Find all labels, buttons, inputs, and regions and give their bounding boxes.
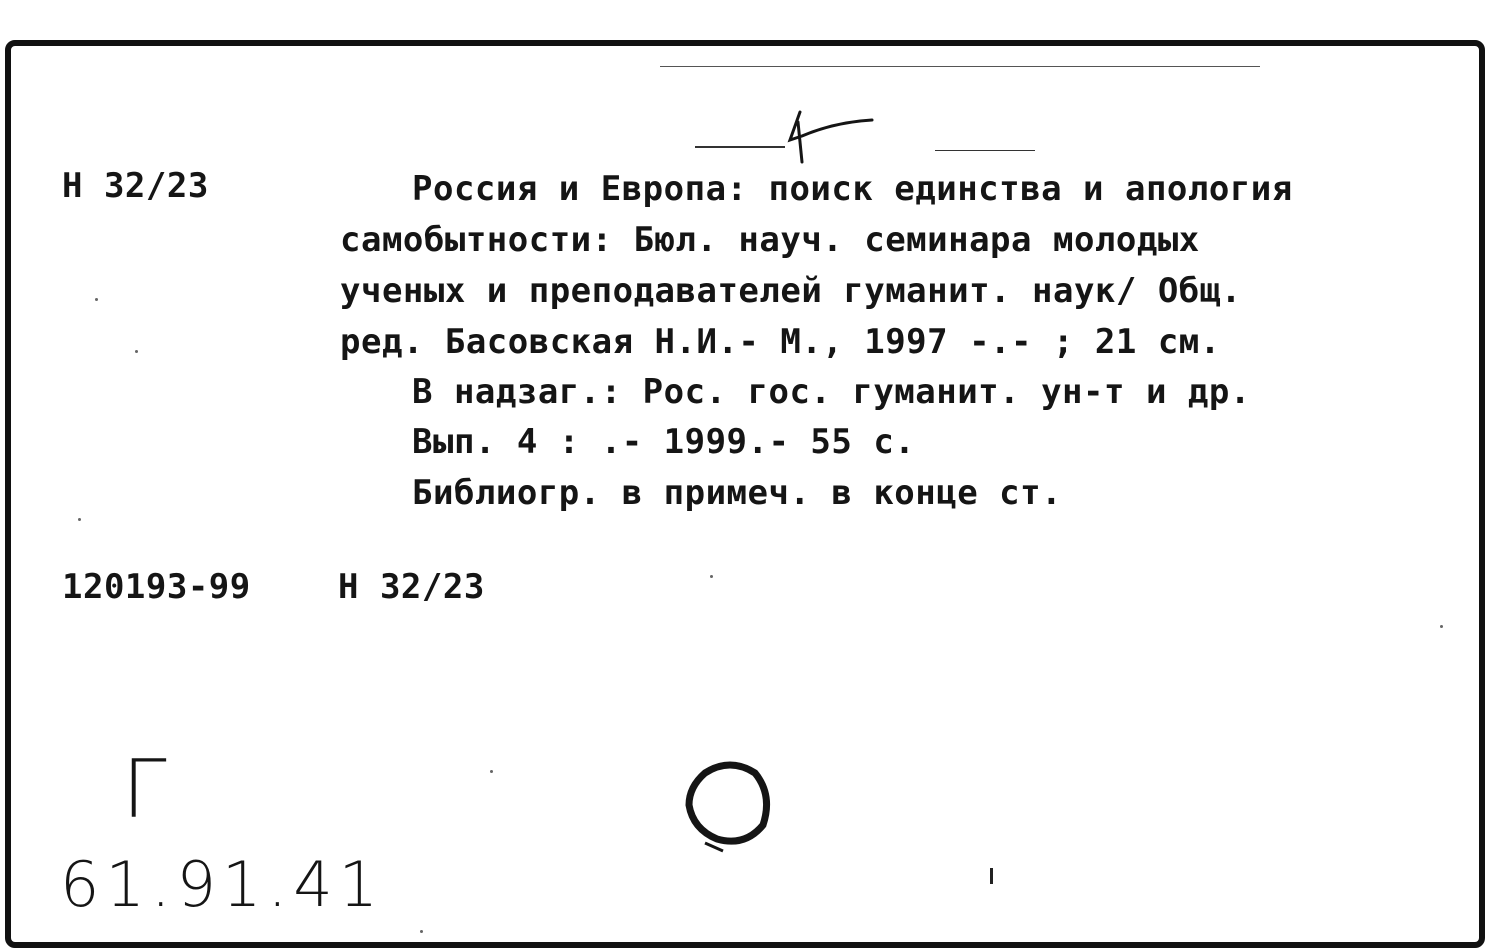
page-mark-line-right [935, 150, 1035, 151]
speck [78, 518, 81, 521]
note-line-1: В надзаг.: Рос. гос. гуманит. ун-т и др. [412, 372, 1251, 412]
speck [490, 770, 493, 773]
punch-hole [675, 755, 785, 865]
title-line-1: Россия и Европа: поиск единства и апология [412, 169, 1293, 209]
handwritten-letter: Г [122, 743, 167, 836]
speck [95, 298, 98, 301]
handwritten-code: 61.91.41 [60, 848, 385, 921]
speck [710, 575, 713, 578]
inventory-call-number: Н 32/23 [338, 567, 485, 607]
speck [420, 930, 423, 933]
speck-mark [990, 868, 993, 884]
title-line-4: ред. Басовская Н.И.- М., 1997 -.- ; 21 см. [340, 322, 1221, 362]
speck [1440, 625, 1443, 628]
inventory-number: 120193-99 [62, 567, 251, 607]
title-line-3: ученых и преподавателей гуманит. наук/ Общ. [340, 271, 1242, 311]
page-mark-handwritten [780, 100, 890, 170]
note-line-3: Библиогр. в примеч. в конце ст. [412, 473, 1063, 513]
title-line-2: самобытности: Бюл. науч. семинара молодых [340, 220, 1200, 260]
note-line-2: Вып. 4 : .- 1999.- 55 с. [412, 422, 916, 462]
call-number: Н 32/23 [62, 166, 209, 206]
speck [135, 350, 138, 353]
page-mark-line-left [695, 146, 785, 148]
top-rule [660, 66, 1260, 67]
